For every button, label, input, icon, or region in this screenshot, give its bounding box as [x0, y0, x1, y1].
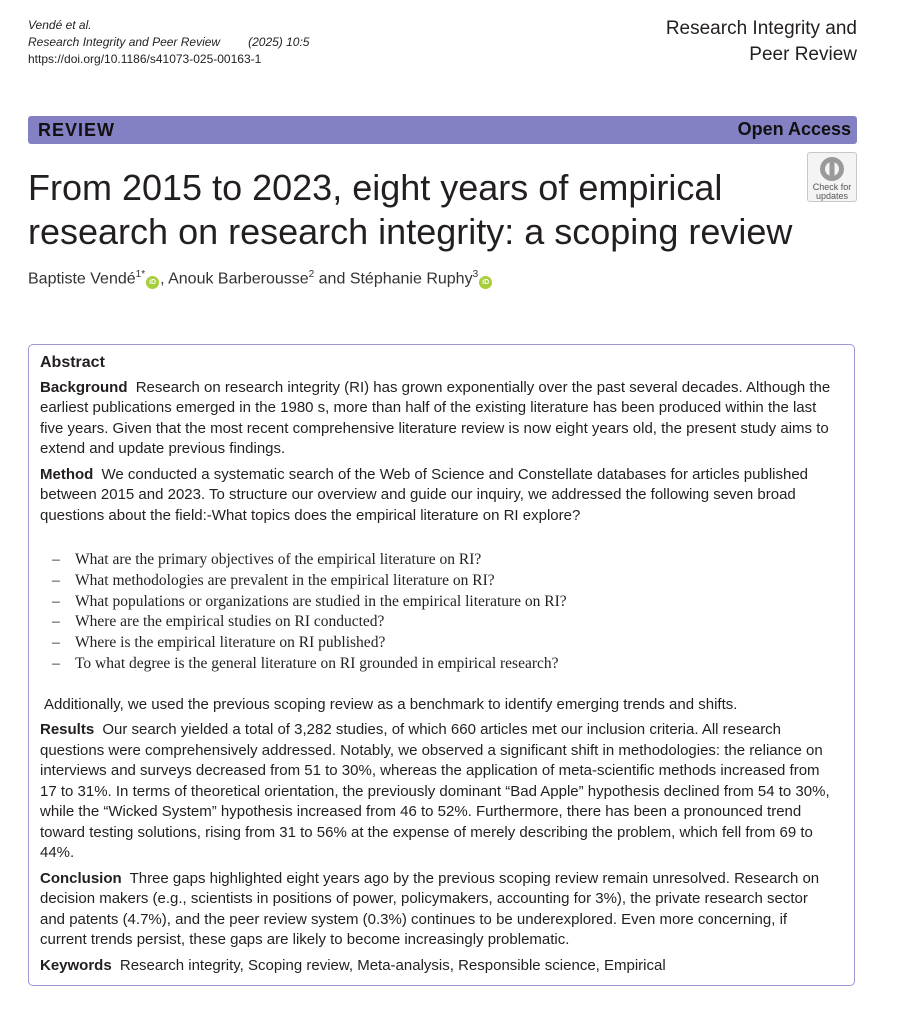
journal-citation	[28, 34, 309, 51]
abstract-keywords	[40, 956, 832, 977]
orcid-icon[interactable]: iD	[146, 276, 159, 289]
author-name[interactable]: Stéphanie Ruphy	[349, 270, 473, 288]
list-dash: –	[52, 592, 60, 610]
running-authors: Vendé et al.	[28, 18, 92, 32]
abstract-background	[40, 378, 832, 460]
journal-brand-line2: Peer Review	[749, 44, 857, 65]
article-meta	[28, 17, 309, 68]
list-dash: –	[52, 634, 60, 652]
list-dash: –	[52, 551, 60, 568]
journal-brand	[666, 16, 857, 68]
article-type-banner	[28, 116, 857, 144]
orcid-icon[interactable]: iD	[479, 276, 492, 289]
article-type-label: REVIEW	[38, 120, 116, 140]
section-text: We conducted a systematic search of the Web of Science and Constellate databases for articles published between 2015 and 2023. To structure our overview and guide our inquiry, we addressed the following seven broad questions about the field:-What topics does the empirical literature on RI explore?	[40, 465, 809, 524]
list-item-text: What are the primary objectives of the empirical literature on RI?	[75, 551, 482, 568]
abstract-results	[40, 720, 832, 864]
doi-link[interactable]: https://doi.org/10.1186/s41073-025-00163-1	[28, 52, 262, 66]
section-label: Conclusion	[40, 869, 122, 887]
list-item	[40, 633, 832, 654]
author-list: Baptiste Vendé$^{1*}$iD , Anouk Barberousse$^2$ and Stéphanie Ruphy$^3$iD	[28, 269, 493, 289]
list-item-text: Where is the empirical literature on RI published?	[75, 634, 386, 652]
abstract-box	[28, 344, 855, 986]
list-item	[40, 571, 832, 592]
check-badge-line2: updates	[815, 191, 849, 201]
list-dash: –	[52, 613, 60, 631]
list-dash: –	[52, 571, 60, 589]
research-questions-list	[40, 550, 832, 675]
author-name[interactable]: Baptiste Vendé	[28, 270, 136, 288]
journal-name: Research Integrity and Peer Review	[28, 35, 221, 49]
section-label: Background	[40, 378, 128, 396]
list-item-text: To what degree is the general literature on RI grounded in empirical research?	[75, 654, 559, 672]
author-affiliation: 3	[472, 269, 479, 280]
section-text: Three gaps highlighted eight years ago by the previous scoping review remain unresolved. Research on decision makers (e.g., scientists in positions of power, policymakers, accounting for 3%), the private research sector and patents (4.7%), and the peer review system (0.3%) continues to be underexplored. Even more concerning, if current trends persist, these gaps are likely to become increasingly problematic.	[40, 869, 820, 949]
article-title: From 2015 to 2023, eight years of empirical research on research integrity: a scoping review	[28, 167, 793, 252]
section-text: Our search yielded a total of 3,282 studies, of which 660 articles met our inclusion criteria. All research questions were comprehensively addressed. Notably, we observed a significant shift in methodologies: the reliance on interviews and surveys decreased from 51 to 30%, whereas the application of meta-scientific methods increased from 17 to 31%. In terms of theoretical orientation, the previously dominant “Bad Apple” hypothesis declined from 54 to 30%, while the “Wicked System” hypothesis increased from 46 to 52%. Furthermore, there has been a pronounced trend toward testing solutions, rising from 31 to 56% at the expense of merely describing the problem, which fell from 69 to 44%.	[40, 721, 830, 862]
volume-issue: (2025) 10:5	[248, 35, 310, 49]
list-item	[40, 654, 832, 675]
list-dash: –	[52, 654, 60, 672]
list-item	[40, 550, 832, 571]
author-affiliation: 2	[308, 269, 315, 280]
section-label: Keywords	[40, 956, 112, 974]
author-connector: and	[318, 270, 346, 288]
list-item	[40, 592, 832, 613]
section-label: Results	[40, 721, 95, 739]
section-label: Method	[40, 465, 94, 483]
author-name[interactable]: Anouk Barberousse	[168, 270, 309, 288]
author-affiliation: 1*	[135, 269, 146, 280]
list-item	[40, 612, 832, 633]
check-badge-line1: Check for	[812, 182, 852, 192]
list-item-text: Where are the empirical studies on RI conducted?	[75, 613, 385, 631]
abstract-additionally: Additionally, we used the previous scoping review as a benchmark to identify emerging trends and shifts.	[44, 695, 738, 713]
list-item-text: What methodologies are prevalent in the empirical literature on RI?	[75, 571, 495, 589]
abstract-conclusion	[40, 869, 832, 951]
abstract-heading: Abstract	[40, 354, 105, 371]
section-text: Research on research integrity (RI) has grown exponentially over the past several decades. Although the earliest publications emerged in the 1980 s, more than half of the existing literature has been produced within the last five years. Given that the most recent comprehensive literature review is now eight years old, the present study aims to extend and update previous findings.	[40, 378, 831, 457]
section-text: Research integrity, Scoping review, Meta-analysis, Responsible science, Empirical	[119, 956, 666, 974]
list-item-text: What populations or organizations are studied in the empirical literature on RI?	[75, 592, 567, 610]
journal-brand-line1: Research Integrity and	[665, 18, 857, 39]
abstract-method	[40, 465, 832, 527]
open-access-label: Open Access	[737, 119, 851, 139]
